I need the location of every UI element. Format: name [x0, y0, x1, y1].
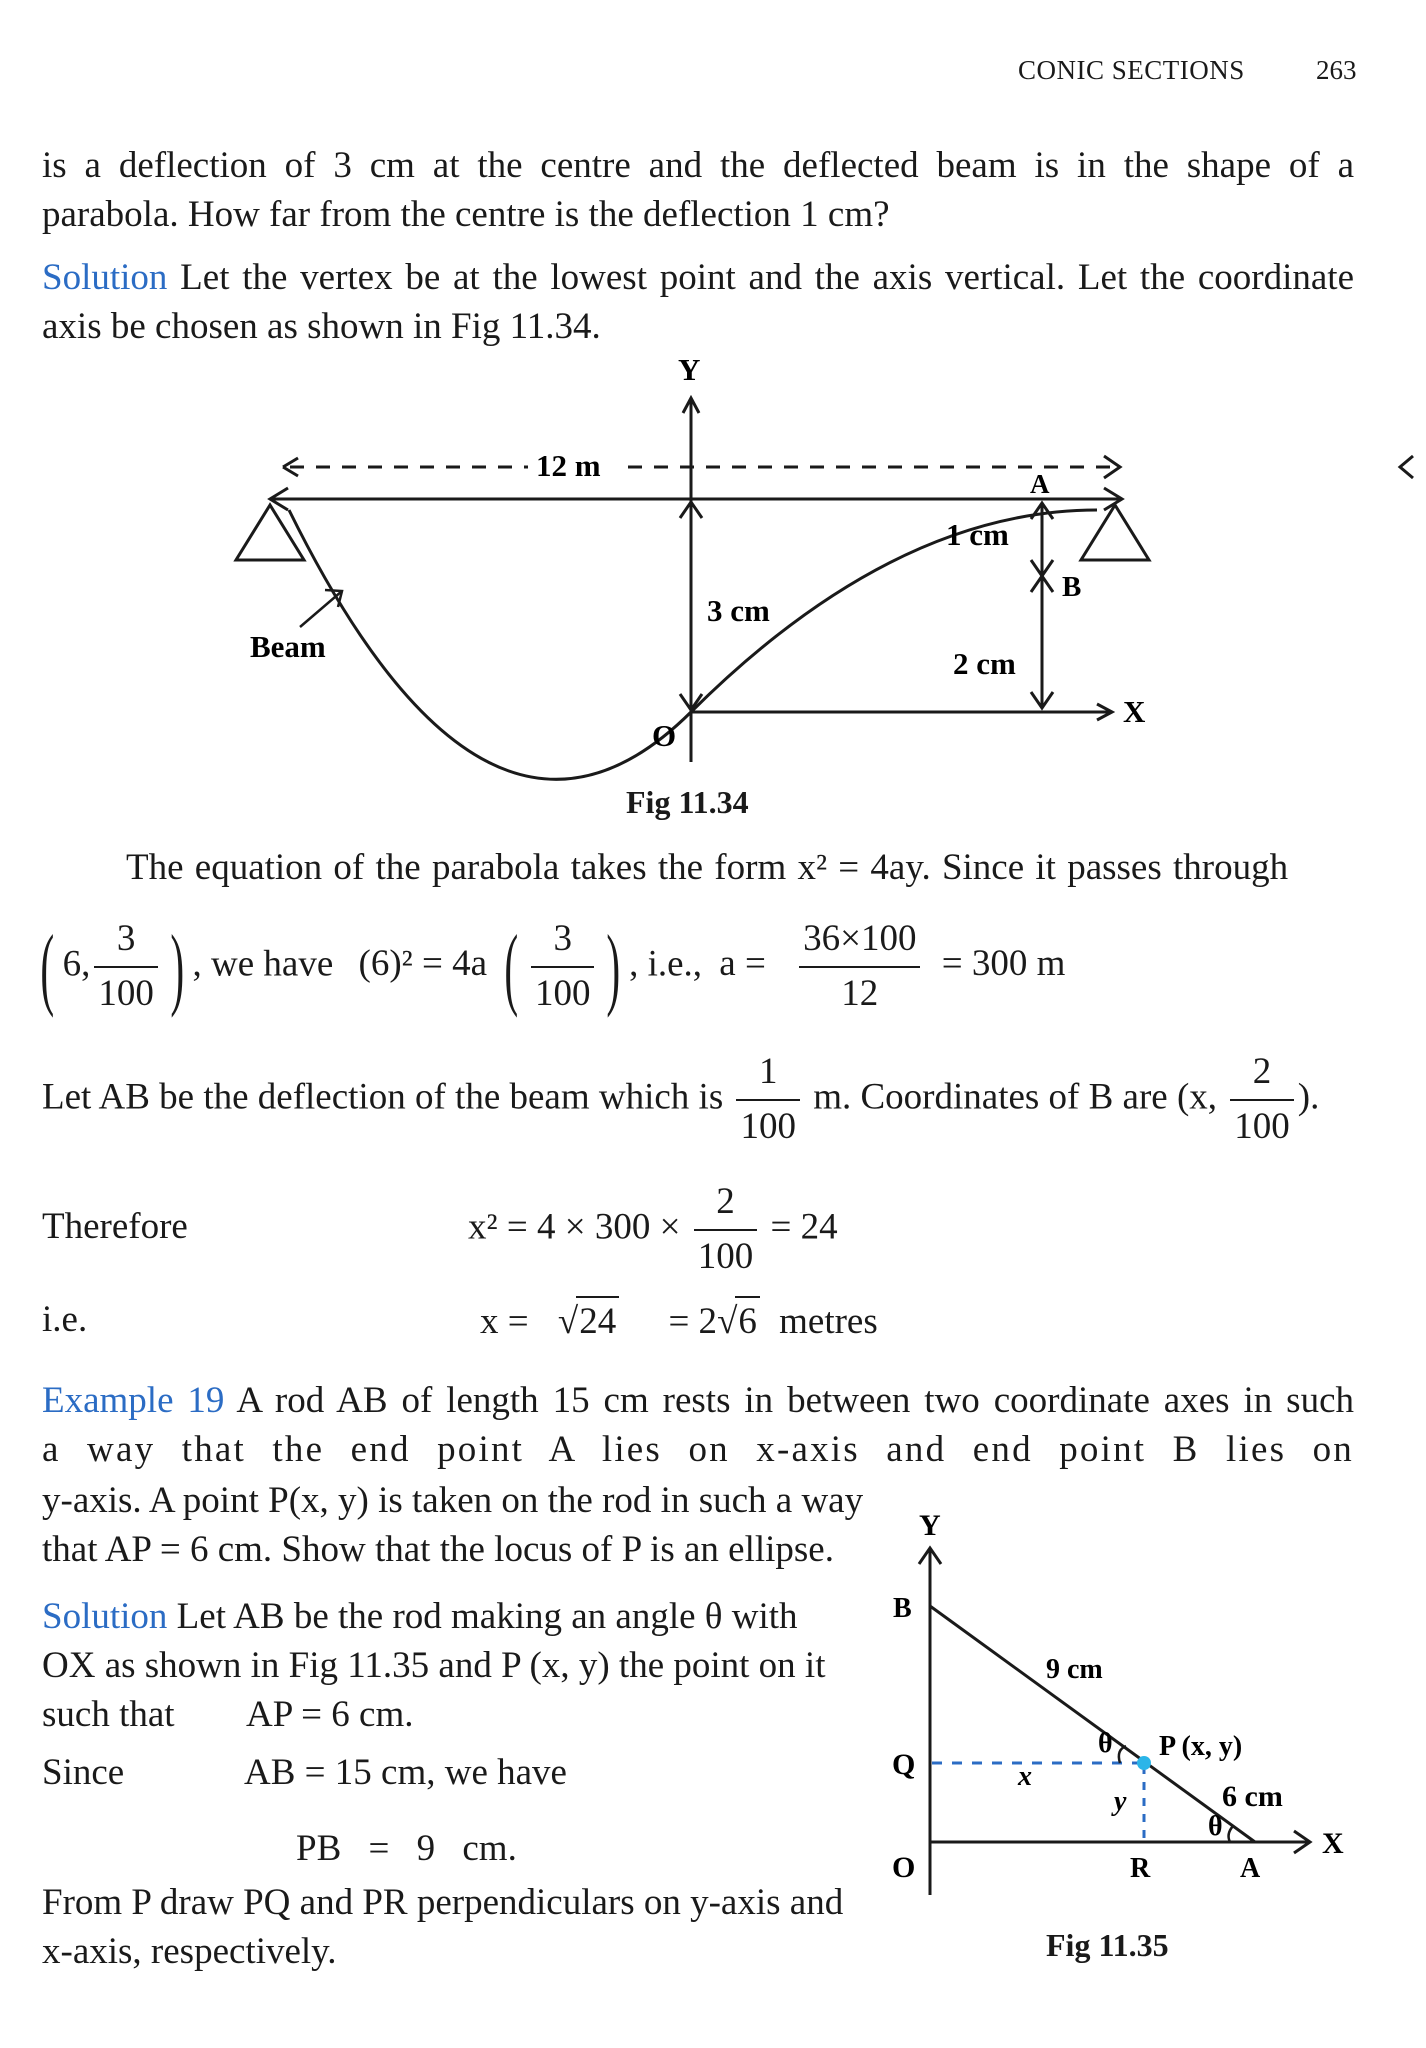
solution-1-text: Let the vertex be at the lowest point and the axis vertical. Let the coordinate axis be chosen as shown in Fig 11.34.	[42, 257, 1355, 347]
fraction-a: $\frac{36\times 100}{12}$	[799, 915, 920, 1019]
solution-2-label: Solution	[42, 1596, 168, 1637]
equals-2: = 2	[668, 1301, 718, 1342]
theta-arc-bottom	[1229, 1826, 1233, 1842]
deflection-line	[42, 1048, 1319, 1152]
fig2-origin-label: O	[892, 1851, 916, 1884]
intro-line-2: parabola. How far from the centre is the deflection 1 cm?	[42, 194, 890, 235]
fraction-3-100: $\frac{3}{100}$	[94, 915, 158, 1019]
solution-2-line-5: PB = 9 cm.	[296, 1828, 517, 1869]
solution-2-line-3-label: such that	[42, 1694, 175, 1735]
solution-2-line-3-eq: AP = 6 cm.	[246, 1694, 414, 1735]
metres-unit: metres	[779, 1301, 878, 1342]
beam-label: Beam	[250, 629, 326, 664]
example-19-line-3: y-axis. A point P(x, y) is taken on the rod in such a way	[42, 1480, 864, 1521]
therefore-equation	[468, 1178, 838, 1282]
fraction-3-100-b: $\frac{3}{100}$	[531, 915, 595, 1019]
fig1-origin-label: O	[652, 718, 677, 753]
fig2-point-r-label: R	[1130, 1853, 1151, 1884]
span-arrowhead-left	[1400, 456, 1413, 478]
fig1-point-a-label: A	[1030, 469, 1050, 499]
point-p	[1137, 1756, 1151, 1770]
pb-length-label: 9 cm	[1046, 1654, 1103, 1685]
a-result: = 300 m	[941, 943, 1066, 985]
deflection-text-2: m. Coordinates of B are (x,	[813, 1076, 1218, 1118]
deflection-text-1: Let AB be the deflection of the beam which is	[42, 1076, 724, 1118]
sqrt-6: 6	[735, 1296, 760, 1347]
page-number: 263	[1316, 55, 1357, 85]
example-19-label: Example 19	[42, 1380, 225, 1421]
section-title: CONIC SECTIONS	[1018, 55, 1245, 85]
equation-line-2	[32, 915, 1065, 1019]
solution-2-line-4-eq: AB = 15 cm, we have	[244, 1752, 567, 1793]
left-support	[236, 505, 304, 560]
fig2-y-label: Y	[919, 1509, 941, 1542]
sqrt-sign-2: √	[717, 1301, 738, 1342]
fig-11-34-caption: Fig 11.34	[626, 784, 749, 820]
equation-line-1: The equation of the parabola takes the form x² = 4ay. Since it passes through	[126, 847, 1289, 888]
span-label: 12 m	[536, 448, 601, 483]
paren-close-2: )	[606, 915, 621, 1018]
therefore-label: Therefore	[42, 1206, 188, 1247]
ie-equation	[480, 1296, 878, 1347]
theta-label-top: θ	[1098, 1728, 1113, 1759]
fig2-point-q-label: Q	[892, 1748, 916, 1781]
solution-2-line-4-label: Since	[42, 1752, 125, 1793]
ie-text: , i.e.,	[629, 943, 703, 985]
therefore-lhs: x² = 4 × 300 ×	[468, 1206, 681, 1248]
solution-2-line-7: x-axis, respectively.	[42, 1931, 337, 1972]
ab-length-label: 1 cm	[946, 517, 1009, 552]
solution-2-line-1: Solution Let AB be the rod making an angle θ with	[42, 1596, 798, 1637]
figure-11-35	[880, 1500, 1400, 1980]
fig1-y-label: Y	[678, 352, 701, 387]
fig1-x-label: X	[1123, 694, 1146, 729]
theta-label-bottom: θ	[1208, 1811, 1223, 1842]
paren-close-1: )	[170, 915, 185, 1018]
lhs-expression: (6)² = 4a	[358, 943, 488, 985]
right-support	[1081, 505, 1149, 560]
fraction-2-100-b: $\frac{2}{100}$	[694, 1178, 758, 1282]
solution-2-line-2: OX as shown in Fig 11.35 and P (x, y) the point on it	[42, 1645, 826, 1686]
depth-label: 3 cm	[707, 593, 770, 628]
fig2-point-p-label: P (x, y)	[1159, 1731, 1243, 1762]
solution-2-line-6: From P draw PQ and PR perpendiculars on y-axis and	[42, 1882, 844, 1923]
we-have-text: , we have	[192, 943, 334, 985]
beam-pointer	[300, 591, 342, 627]
solution-label: Solution	[42, 257, 168, 298]
x-length-label: x	[1018, 1761, 1032, 1792]
sqrt-24: 24	[576, 1296, 619, 1347]
pa-length-label: 6 cm	[1222, 1780, 1283, 1813]
intro-line-1: is a deflection of 3 cm at the centre and the deflected beam is in the shape of a	[42, 145, 1354, 186]
example-19-line-1: Example 19 A rod AB of length 15 cm rests in between two coordinate axes in such	[42, 1380, 1354, 1421]
therefore-rhs: = 24	[770, 1206, 838, 1248]
b-height-label: 2 cm	[953, 646, 1016, 681]
deflection-text-3: ).	[1297, 1076, 1320, 1118]
fig1-point-b-label: B	[1062, 571, 1082, 603]
fig2-x-label: X	[1322, 1827, 1344, 1860]
fig2-point-a-label: A	[1240, 1853, 1261, 1884]
fraction-2-100: $\frac{2}{100}$	[1230, 1048, 1294, 1152]
fig2-point-b-label: B	[893, 1593, 912, 1624]
a-equals: a =	[719, 943, 766, 985]
example-19-line-2: a way that the end point A lies on x-axis and end point B lies on	[42, 1429, 1354, 1470]
example-19-paragraph	[42, 1376, 1354, 1474]
point-x: 6,	[62, 943, 91, 985]
fraction-1-100: $\frac{1}{100}$	[736, 1048, 800, 1152]
paren-open-2: (	[504, 915, 519, 1018]
sqrt-sign-1: √	[557, 1301, 579, 1342]
ie-label: i.e.	[42, 1299, 88, 1340]
figure-11-34	[0, 0, 1426, 830]
example-19-line-4: that AP = 6 cm. Show that the locus of P is an ellipse.	[42, 1529, 834, 1570]
fig-11-35-caption: Fig 11.35	[1046, 1927, 1169, 1963]
rod-ab	[930, 1606, 1255, 1842]
paren-open-1: (	[40, 915, 55, 1018]
x-equals: x =	[480, 1301, 529, 1342]
y-length-label: y	[1114, 1786, 1127, 1817]
